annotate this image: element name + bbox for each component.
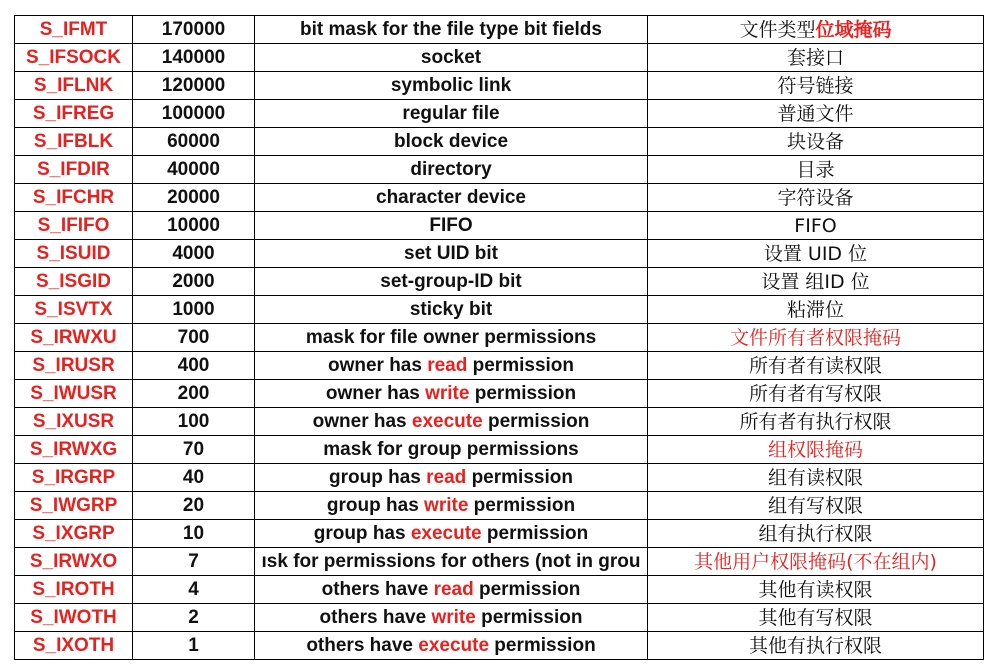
- octal-value-cell: 700: [133, 324, 255, 352]
- permission-keyword: write: [424, 494, 469, 516]
- octal-value-cell: 120000: [133, 72, 255, 100]
- constant-name-cell: S_ISVTX: [15, 296, 133, 324]
- description-text: others have execute permission: [306, 634, 596, 656]
- table-row: [15, 100, 984, 128]
- constant-name-cell: S_ISUID: [15, 240, 133, 268]
- chinese-description-cell: 目录: [648, 156, 984, 184]
- octal-value-cell: 40000: [133, 156, 255, 184]
- table-row: [15, 576, 984, 604]
- description-cell: block device: [255, 128, 648, 156]
- table-row: [15, 352, 984, 380]
- description-cell: mask for file owner permissions: [255, 324, 648, 352]
- octal-value-cell: 2000: [133, 268, 255, 296]
- table-row: [15, 464, 984, 492]
- chinese-description-cell: 字符设备: [648, 184, 984, 212]
- constant-name-cell: S_IRWXG: [15, 436, 133, 464]
- chinese-description-cell: 套接口: [648, 44, 984, 72]
- table-row: [15, 240, 984, 268]
- constant-name-cell: S_IFIFO: [15, 212, 133, 240]
- description-text: others have read permission: [321, 578, 581, 600]
- permission-keyword: execute: [418, 634, 490, 656]
- chinese-description-cell: 粘滞位: [648, 296, 984, 324]
- chinese-description-cell: 文件类型位域掩码: [648, 16, 984, 44]
- octal-value-cell: 4000: [133, 240, 255, 268]
- description-cell: [255, 576, 648, 604]
- chinese-description-cell: 其他有写权限: [648, 604, 984, 632]
- table-row: [15, 296, 984, 324]
- chinese-description-cell: 组权限掩码: [648, 436, 984, 464]
- octal-value-cell: 60000: [133, 128, 255, 156]
- description-text: owner has read permission: [327, 354, 575, 376]
- octal-value-cell: 10000: [133, 212, 255, 240]
- highlighted-term: 位域掩码: [815, 18, 892, 41]
- octal-value-cell: 2: [133, 604, 255, 632]
- chinese-description-cell: 块设备: [648, 128, 984, 156]
- table-row: [15, 44, 984, 72]
- description-text: owner has execute permission: [312, 410, 590, 432]
- permission-keyword: read: [426, 466, 467, 488]
- description-text: group has write permission: [326, 494, 576, 516]
- constant-name-cell: S_IFDIR: [15, 156, 133, 184]
- description-cell: directory: [255, 156, 648, 184]
- table-body: [15, 16, 984, 660]
- octal-value-cell: 200: [133, 380, 255, 408]
- chinese-description-cell: 组有写权限: [648, 492, 984, 520]
- table-row: [15, 184, 984, 212]
- octal-value-cell: 1: [133, 632, 255, 660]
- constant-name-cell: S_IWUSR: [15, 380, 133, 408]
- permission-keyword: read: [427, 354, 468, 376]
- permission-keyword: execute: [410, 522, 482, 544]
- octal-value-cell: 20000: [133, 184, 255, 212]
- table-row: [15, 604, 984, 632]
- table-row: [15, 380, 984, 408]
- octal-value-cell: 100000: [133, 100, 255, 128]
- chinese-description-cell: FIFO: [648, 212, 984, 240]
- chinese-description-cell: 其他有执行权限: [648, 632, 984, 660]
- description-cell: bit mask for the file type bit fields: [255, 16, 648, 44]
- chinese-description-cell: 所有者有写权限: [648, 380, 984, 408]
- chinese-description-cell: 其他用户权限掩码(不在组内): [648, 548, 984, 576]
- chinese-description-cell: 符号链接: [648, 72, 984, 100]
- constant-name-cell: S_IXOTH: [15, 632, 133, 660]
- description-cell: regular file: [255, 100, 648, 128]
- constant-name-cell: S_IRWXO: [15, 548, 133, 576]
- chinese-description-cell: 普通文件: [648, 100, 984, 128]
- chinese-description-cell: 文件所有者权限掩码: [648, 324, 984, 352]
- table-row: [15, 212, 984, 240]
- constant-name-cell: S_IXGRP: [15, 520, 133, 548]
- permission-keyword: write: [425, 382, 470, 404]
- table-row: [15, 16, 984, 44]
- octal-value-cell: 140000: [133, 44, 255, 72]
- table-row: [15, 72, 984, 100]
- octal-value-cell: 4: [133, 576, 255, 604]
- description-cell: [255, 408, 648, 436]
- description-text: owner has write permission: [325, 382, 577, 404]
- constant-name-cell: S_IFBLK: [15, 128, 133, 156]
- constant-name-cell: S_IWGRP: [15, 492, 133, 520]
- octal-value-cell: 40: [133, 464, 255, 492]
- octal-value-cell: 400: [133, 352, 255, 380]
- octal-value-cell: 7: [133, 548, 255, 576]
- table-row: [15, 492, 984, 520]
- constant-name-cell: S_IFLNK: [15, 72, 133, 100]
- file-mode-table: [14, 15, 984, 660]
- description-cell: FIFO: [255, 212, 648, 240]
- description-cell: [255, 380, 648, 408]
- table-row: [15, 548, 984, 576]
- chinese-description-cell: 组有执行权限: [648, 520, 984, 548]
- constant-name-cell: S_IROTH: [15, 576, 133, 604]
- constant-name-cell: S_IFSOCK: [15, 44, 133, 72]
- description-cell: mask for group permissions: [255, 436, 648, 464]
- description-cell: ısk for permissions for others (not in grou: [255, 548, 648, 576]
- description-cell: character device: [255, 184, 648, 212]
- description-cell: [255, 520, 648, 548]
- chinese-description-cell: 设置 组ID 位: [648, 268, 984, 296]
- description-text: group has read permission: [329, 466, 573, 488]
- description-text: others have write permission: [319, 606, 583, 628]
- description-cell: sticky bit: [255, 296, 648, 324]
- table-row: [15, 128, 984, 156]
- chinese-description-cell: 所有者有执行权限: [648, 408, 984, 436]
- description-cell: socket: [255, 44, 648, 72]
- chinese-description-cell: 组有读权限: [648, 464, 984, 492]
- description-cell: [255, 492, 648, 520]
- description-cell: set-group-ID bit: [255, 268, 648, 296]
- octal-value-cell: 100: [133, 408, 255, 436]
- table-row: [15, 408, 984, 436]
- description-cell: [255, 464, 648, 492]
- description-cell: [255, 604, 648, 632]
- octal-value-cell: 70: [133, 436, 255, 464]
- constant-name-cell: S_IXUSR: [15, 408, 133, 436]
- constant-name-cell: S_IFMT: [15, 16, 133, 44]
- constant-name-cell: S_IRUSR: [15, 352, 133, 380]
- constant-name-cell: S_IRGRP: [15, 464, 133, 492]
- table-row: [15, 436, 984, 464]
- description-text: group has execute permission: [313, 522, 589, 544]
- description-cell: symbolic link: [255, 72, 648, 100]
- table-row: [15, 268, 984, 296]
- constant-name-cell: S_IWOTH: [15, 604, 133, 632]
- constant-name-cell: S_IFCHR: [15, 184, 133, 212]
- table-row: [15, 324, 984, 352]
- permission-keyword: execute: [411, 410, 483, 432]
- chinese-description-cell: 其他有读权限: [648, 576, 984, 604]
- table-row: [15, 520, 984, 548]
- octal-value-cell: 1000: [133, 296, 255, 324]
- permission-keyword: read: [433, 578, 474, 600]
- constant-name-cell: S_IRWXU: [15, 324, 133, 352]
- octal-value-cell: 170000: [133, 16, 255, 44]
- constant-name-cell: S_IFREG: [15, 100, 133, 128]
- octal-value-cell: 20: [133, 492, 255, 520]
- chinese-description-cell: 所有者有读权限: [648, 352, 984, 380]
- permission-keyword: write: [431, 606, 476, 628]
- description-cell: [255, 632, 648, 660]
- constant-name-cell: S_ISGID: [15, 268, 133, 296]
- octal-value-cell: 10: [133, 520, 255, 548]
- chinese-description-cell: 设置 UID 位: [648, 240, 984, 268]
- table-row: [15, 632, 984, 660]
- description-cell: [255, 352, 648, 380]
- description-cell: set UID bit: [255, 240, 648, 268]
- table-row: [15, 156, 984, 184]
